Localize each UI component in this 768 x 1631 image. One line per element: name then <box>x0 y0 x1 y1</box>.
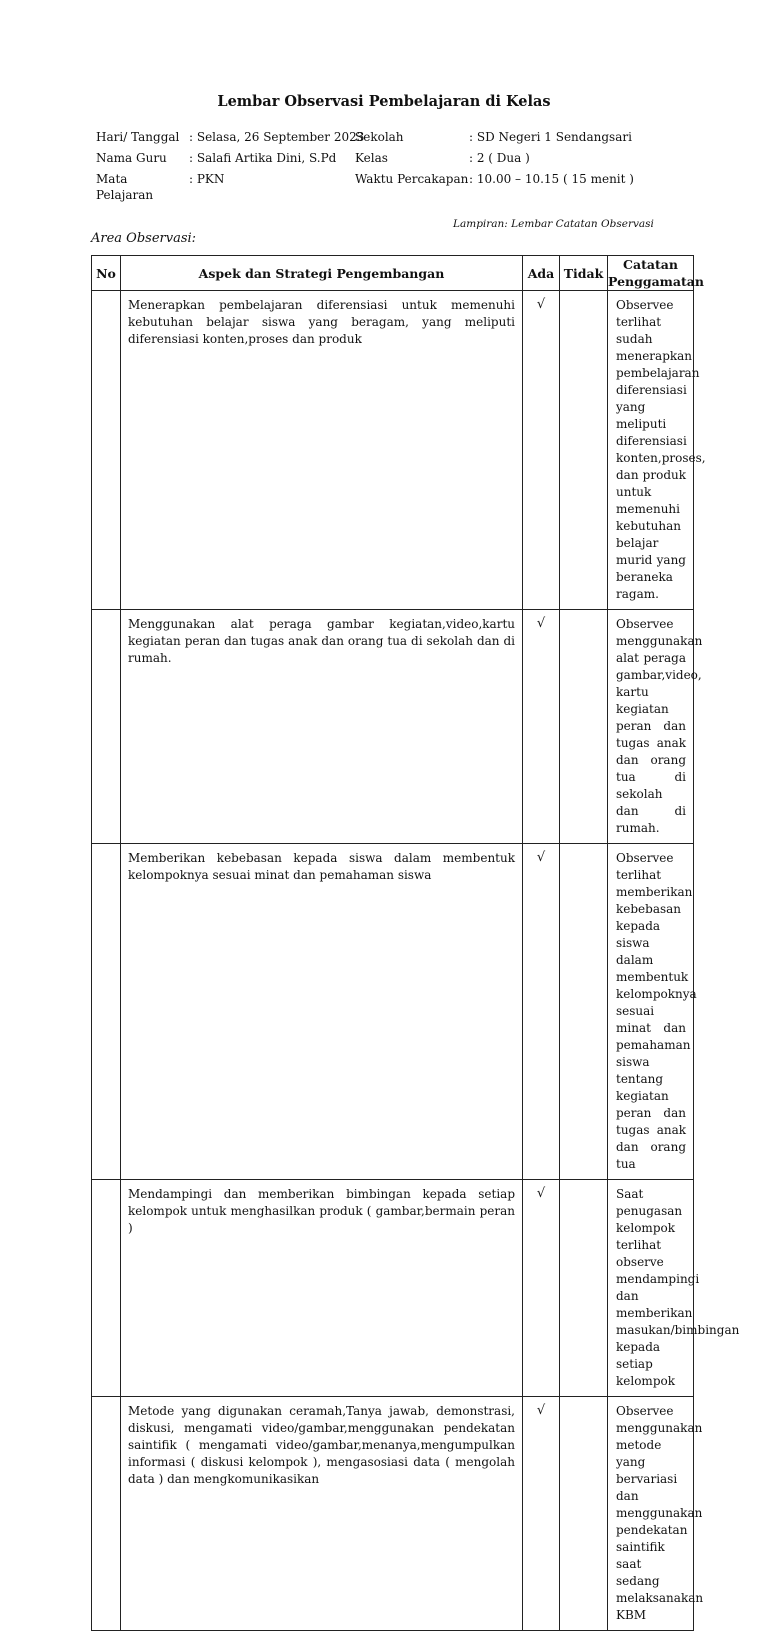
observation-table-container <box>91 255 740 1622</box>
check-mark-icon: √ <box>536 616 546 631</box>
row-catatan: Observee terlihat memberikan kebebasan kepada siswa dalam membentuk kelompoknya sesuai minat dan pemahaman siswa tentang kegiatan peran dan tugas anak dan orang tua <box>608 844 694 1180</box>
row-aspek: Menerapkan pembelajaran diferensiasi untuk memenuhi kebutuhan belajar siswa yang beragam, yang meliputi diferensiasi konten,proses dan produk <box>121 291 523 610</box>
sekolah-label: Sekolah <box>355 130 404 144</box>
hari-value: : Selasa, 26 September 2023 <box>189 130 365 144</box>
header-aspek: Aspek dan Strategi Pengembangan <box>121 256 523 291</box>
header-no: No <box>92 256 121 291</box>
row-catatan: Saat penugasan kelompok terlihat observe mendampingi dan memberikan masukan/bimbingan kepada setiap kelompok <box>608 1180 694 1397</box>
row-ada <box>523 610 560 844</box>
row-ada <box>523 1397 560 1631</box>
row-catatan: Observee terlihat sudah menerapkan pembelajaran diferensiasi yang meliputi diferensiasi konten,proses, dan produk untuk memenuhi kebutuhan belajar murid yang beraneka ragam. <box>608 291 694 610</box>
table-row <box>92 291 694 610</box>
row-no <box>92 1397 121 1631</box>
row-no <box>92 844 121 1180</box>
header-ada: Ada <box>523 256 560 291</box>
row-aspek: Menggunakan alat peraga gambar kegiatan,video,kartu kegiatan peran dan tugas anak dan orang tua di sekolah dan di rumah. <box>121 610 523 844</box>
table-row <box>92 610 694 844</box>
row-ada <box>523 291 560 610</box>
check-mark-icon: √ <box>536 850 546 865</box>
table-row <box>92 1397 694 1631</box>
table-header-row <box>92 256 694 291</box>
hari-label: Hari/ Tanggal <box>96 130 180 144</box>
waktu-value: : 10.00 – 10.15 ( 15 menit ) <box>469 172 634 186</box>
row-tidak <box>560 844 608 1180</box>
waktu-label: Waktu Percakapan <box>355 172 469 186</box>
row-tidak <box>560 610 608 844</box>
row-tidak <box>560 291 608 610</box>
guru-label: Nama Guru <box>96 151 167 165</box>
guru-value: : Salafi Artika Dini, S.Pd <box>189 151 337 165</box>
observation-table <box>91 255 740 1631</box>
row-aspek: Metode yang digunakan ceramah,Tanya jawab, demonstrasi, diskusi, mengamati video/gambar,menggunakan pendekatan saintifik ( mengamati video/gambar,menanya,mengumpulkan informasi ( diskusi kelompok ), mengasosiasi data ( mengolah data ) dan mengkomunikasikan <box>121 1397 523 1631</box>
kelas-label: Kelas <box>355 151 388 165</box>
row-catatan: Observee menggunakan alat peraga gambar,video, kartu kegiatan peran dan tugas anak dan orang tua di sekolah dan di rumah. <box>608 610 694 844</box>
row-tidak <box>560 1397 608 1631</box>
row-no <box>92 291 121 610</box>
row-no <box>92 1180 121 1397</box>
row-catatan: Observee menggunakan metode yang bervariasi dan menggunakan pendekatan saintifik saat sedang melaksanakan KBM <box>608 1397 694 1631</box>
row-ada <box>523 1180 560 1397</box>
sekolah-value: : SD Negeri 1 Sendangsari <box>469 130 632 144</box>
row-aspek: Memberikan kebebasan kepada siswa dalam membentuk kelompoknya sesuai minat dan pemahaman siswa <box>121 844 523 1180</box>
lampiran-note: Lampiran: Lembar Catatan Observasi <box>453 218 654 230</box>
table-row <box>92 1180 694 1397</box>
row-aspek: Mendampingi dan memberikan bimbingan kepada setiap kelompok untuk menghasilkan produk ( gambar,bermain peran ) <box>121 1180 523 1397</box>
area-observasi-label: Area Observasi: <box>91 231 197 246</box>
document-title: Lembar Observasi Pembelajaran di Kelas <box>217 93 551 110</box>
row-no <box>92 610 121 844</box>
check-mark-icon: √ <box>536 297 546 312</box>
kelas-value: : 2 ( Dua ) <box>469 151 530 165</box>
header-tidak: Tidak <box>560 256 608 291</box>
mapel-label: Mata Pelajaran <box>96 172 154 202</box>
check-mark-icon: √ <box>536 1186 546 1201</box>
row-tidak <box>560 1180 608 1397</box>
mapel-value: : PKN <box>189 172 225 186</box>
table-row <box>92 844 694 1180</box>
header-catatan: Catatan Penggamatan <box>608 257 704 289</box>
row-ada <box>523 844 560 1180</box>
check-mark-icon: √ <box>536 1403 546 1418</box>
